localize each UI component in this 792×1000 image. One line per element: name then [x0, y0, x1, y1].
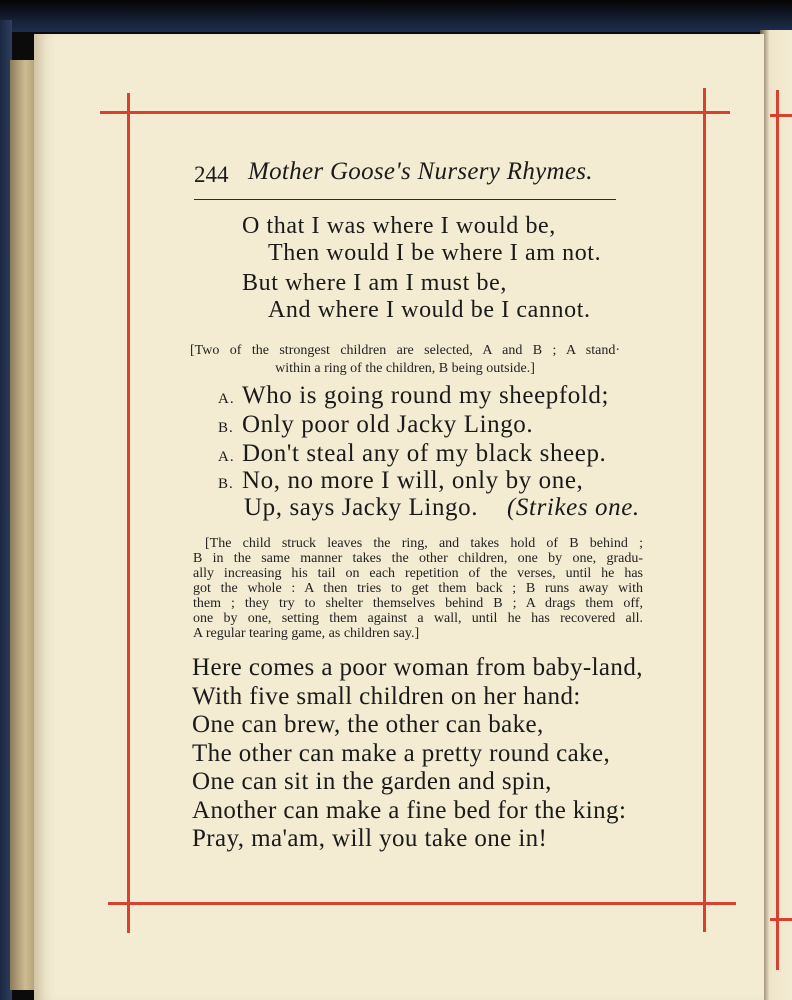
rhyme2-line: One can sit in the garden and spin, — [192, 768, 552, 795]
game-note-line: B in the same manner takes the other children, one by one, gradu- — [193, 551, 643, 566]
stage-direction — [507, 494, 640, 522]
dialogue-text: Up, says Jacky Lingo. — [244, 494, 479, 521]
dialogue-text: Don't steal any of my black sheep. — [242, 440, 607, 467]
stage-direction-text: (Strikes one. — [507, 494, 640, 521]
rhyme2-line: The other can make a pretty round cake, — [192, 740, 611, 767]
page-header — [194, 158, 620, 192]
rhyme1-line: And where I would be I cannot. — [268, 297, 591, 323]
facing-page-edge — [760, 30, 792, 1000]
dialogue-text: Who is going round my sheepfold; — [242, 382, 610, 409]
dialogue-line — [218, 467, 583, 495]
facing-page-rule — [770, 114, 792, 117]
rhyme2-line: Here comes a poor woman from baby-land, — [192, 654, 643, 681]
border-rule-top — [100, 111, 730, 114]
book-cover-top — [0, 0, 792, 32]
dialogue-text: Only poor old Jacky Lingo. — [242, 411, 534, 438]
dialogue-line — [244, 494, 478, 522]
game-note-line: [The child struck leaves the ring, and takes hold of B behind ; — [205, 536, 643, 551]
speaker-label: B. — [218, 420, 234, 436]
border-rule-left — [127, 93, 130, 933]
game-note-line: got the whole : A then tries to get them back ; B runs away with — [193, 581, 643, 596]
game-intro-line: within a ring of the children, B being outside.] — [275, 361, 535, 376]
rhyme2-line: With five small children on her hand: — [192, 683, 581, 710]
rhyme2-line: Pray, ma'am, will you take one in! — [192, 825, 548, 852]
border-rule-right — [703, 88, 706, 932]
speaker-label: A. — [218, 391, 235, 407]
facing-page-rule — [776, 90, 779, 970]
page-number: 244 — [194, 162, 229, 187]
game-note-line: ally increasing his tail on each repetition of the verses, until he has — [193, 566, 643, 581]
rhyme1-line: O that I was where I would be, — [242, 213, 556, 239]
game-note-line: one by one, setting them against a wall, until he has recovered all. — [193, 611, 643, 626]
dialogue-text: No, no more I will, only by one, — [242, 467, 584, 494]
game-intro-line: [Two of the strongest children are selected, A and B ; A stand· — [190, 343, 620, 358]
dialogue-line — [218, 411, 533, 439]
speaker-label: B. — [218, 476, 234, 492]
dialogue-line — [218, 440, 606, 468]
game-note — [193, 536, 643, 641]
header-divider — [194, 199, 616, 200]
game-note-line: them ; they try to shelter themselves behind B ; A drags them off, — [193, 596, 643, 611]
border-rule-bottom — [108, 902, 736, 905]
rhyme2-line: Another can make a fine bed for the king: — [192, 797, 627, 824]
dialogue-line — [218, 382, 609, 410]
rhyme1-line: But where I am I must be, — [242, 270, 507, 296]
running-title: Mother Goose's Nursery Rhymes. — [248, 158, 593, 185]
game-note-line: A regular tearing game, as children say.] — [193, 626, 420, 641]
facing-page-rule — [770, 918, 792, 921]
speaker-label: A. — [218, 449, 235, 465]
rhyme1-line: Then would I be where I am not. — [268, 240, 602, 266]
rhyme2-line: One can brew, the other can bake, — [192, 711, 544, 738]
